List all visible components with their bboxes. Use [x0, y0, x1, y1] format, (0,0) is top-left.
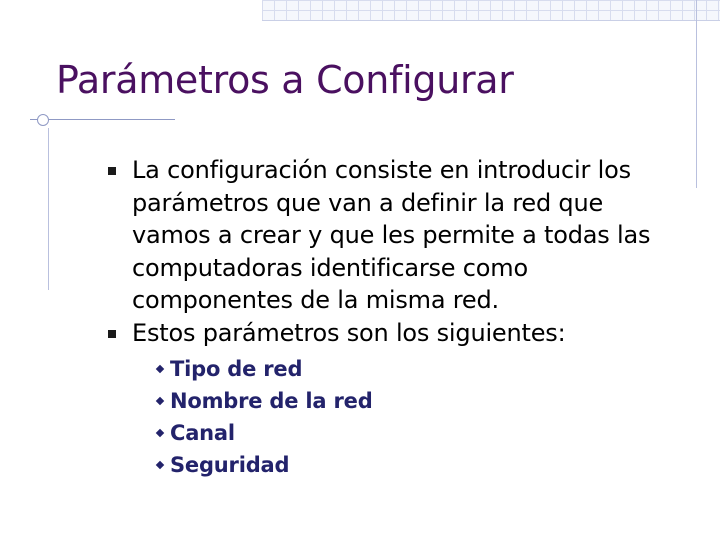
- diamond-bullet-icon: [156, 397, 164, 405]
- bullet-text: La configuración consiste en introducir los parámetros que van a definir la red que vamos a crear y que les permite a todas las computadoras identificarse como componentes de la misma red.: [132, 156, 651, 314]
- decorative-circle: [37, 114, 49, 126]
- title-underline: [30, 119, 175, 120]
- sub-bullet-text: Nombre de la red: [170, 389, 373, 413]
- sub-bullet-text: Seguridad: [170, 453, 290, 477]
- square-bullet-icon: [108, 330, 116, 338]
- bullet-item: [108, 317, 688, 482]
- slide-title: Parámetros a Configurar: [56, 58, 514, 102]
- bullet-list: [108, 154, 688, 481]
- sub-bullet-item: [156, 449, 688, 481]
- diamond-bullet-icon: [156, 429, 164, 437]
- sub-bullet-item: [156, 417, 688, 449]
- sub-bullet-text: Tipo de red: [170, 357, 303, 381]
- diamond-bullet-icon: [156, 461, 164, 469]
- bullet-text: Estos parámetros son los siguientes:: [132, 318, 566, 347]
- sub-bullet-item: [156, 385, 688, 417]
- sub-bullet-text: Canal: [170, 421, 235, 445]
- decorative-vertical-line: [696, 0, 697, 188]
- decorative-grid: [262, 0, 720, 21]
- sub-bullet-item: [156, 353, 688, 385]
- sub-bullet-list: [132, 353, 688, 481]
- bullet-item: [108, 154, 688, 317]
- decorative-left-line: [48, 128, 49, 290]
- diamond-bullet-icon: [156, 365, 164, 373]
- square-bullet-icon: [108, 167, 116, 175]
